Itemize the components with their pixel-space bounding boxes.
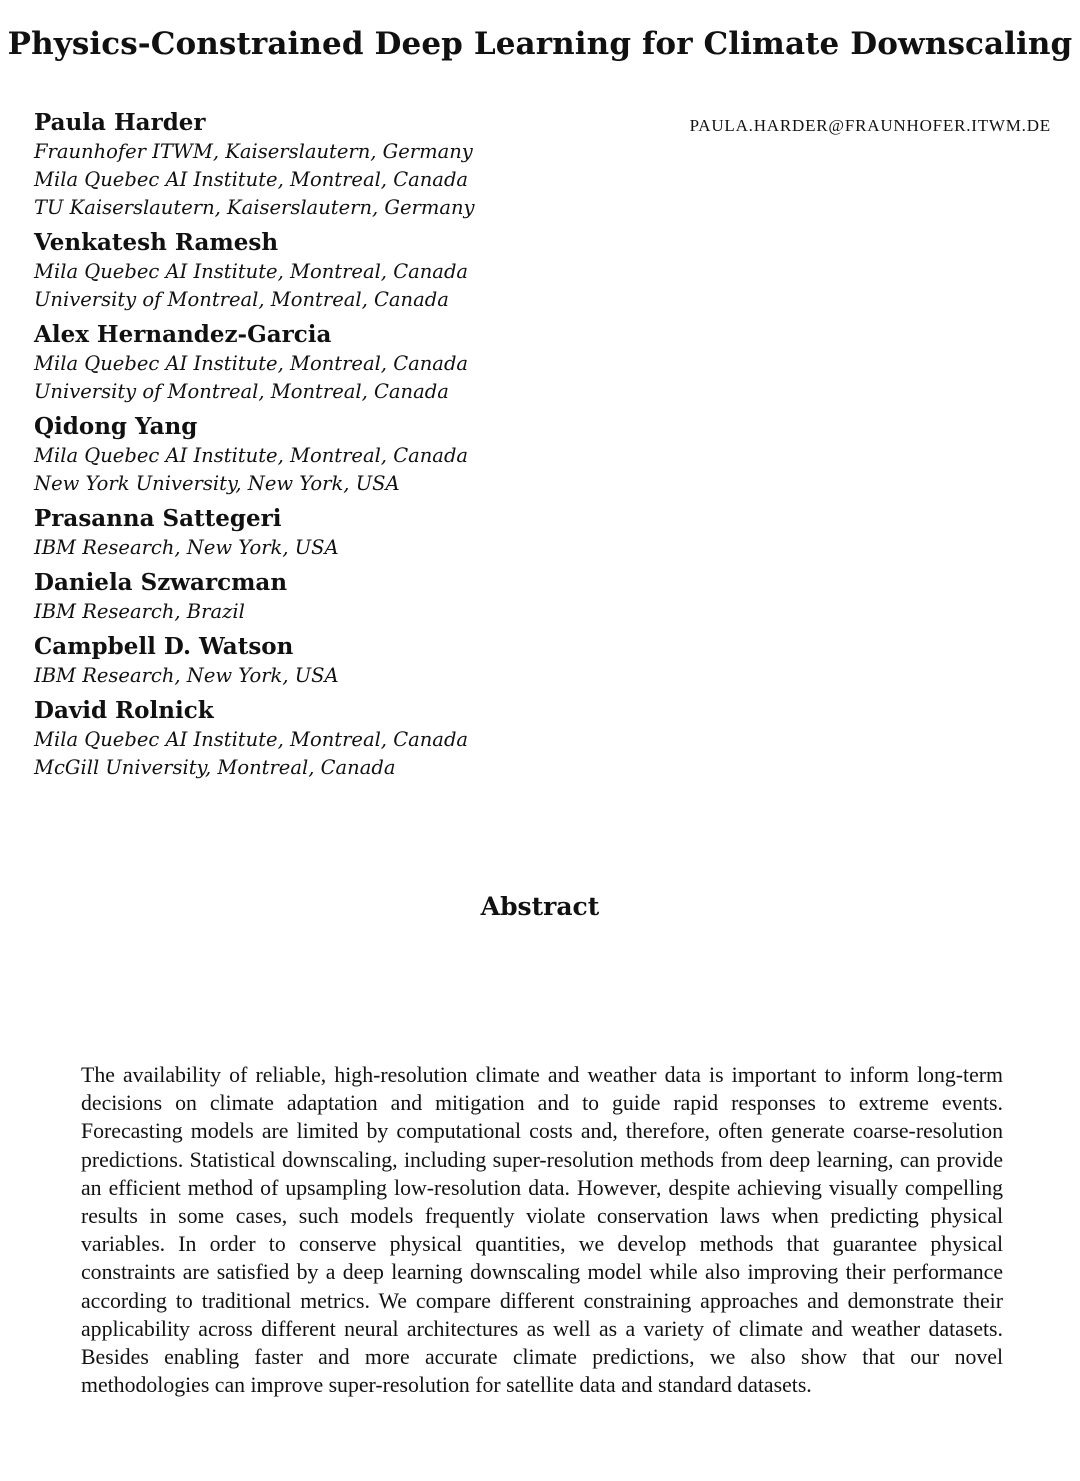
author-affiliation: Mila Quebec AI Institute, Montreal, Canada — [34, 260, 469, 283]
author-affiliation: IBM Research, New York, USA — [34, 664, 339, 687]
author-name: Venkatesh Ramesh — [34, 229, 279, 256]
author-affiliation: New York University, New York, USA — [34, 472, 400, 495]
author-name: Qidong Yang — [34, 413, 198, 440]
abstract-heading: Abstract — [480, 892, 600, 921]
author-block — [34, 632, 614, 690]
author-block — [34, 696, 614, 782]
author-affiliation: IBM Research, Brazil — [34, 600, 245, 623]
author-affiliation: TU Kaiserslautern, Kaiserslautern, Germany — [34, 196, 475, 219]
author-name: Paula Harder — [34, 109, 206, 136]
author-block — [34, 412, 614, 498]
author-name: Daniela Szwarcman — [34, 569, 288, 596]
author-block — [34, 228, 614, 314]
author-list — [34, 108, 614, 788]
paper-title: Physics-Constrained Deep Learning for Climate Downscaling — [7, 26, 1073, 62]
author-name: Alex Hernandez-Garcia — [34, 321, 332, 348]
author-affiliation: IBM Research, New York, USA — [34, 536, 339, 559]
author-block — [34, 108, 614, 222]
author-block — [34, 568, 614, 626]
author-affiliation: McGill University, Montreal, Canada — [34, 756, 396, 779]
author-affiliation: University of Montreal, Montreal, Canada — [34, 380, 449, 403]
author-block — [34, 320, 614, 406]
author-affiliation: Fraunhofer ITWM, Kaiserslautern, Germany — [34, 140, 473, 163]
author-name: David Rolnick — [34, 697, 214, 724]
author-name: Prasanna Sattegeri — [34, 505, 282, 532]
author-affiliation: Mila Quebec AI Institute, Montreal, Canada — [34, 168, 469, 191]
author-affiliation: Mila Quebec AI Institute, Montreal, Canada — [34, 444, 469, 467]
author-affiliation: Mila Quebec AI Institute, Montreal, Canada — [34, 728, 469, 751]
author-affiliation: University of Montreal, Montreal, Canada — [34, 288, 449, 311]
author-block — [34, 504, 614, 562]
abstract-text: The availability of reliable, high-resolution climate and weather data is important to inform long-term decisions on climate adaptation and mitigation and to guide rapid responses to extreme events. Forecasting models are limited by computational costs and, therefore, often generate coarse-resolution predictions. Statistical downscaling, including super-resolution methods from deep learning, can provide an efficient method of upsampling low-resolution data. However, despite achieving visually compelling results in some cases, such models frequently violate conservation laws when predicting physical variables. In order to conserve physical quantities, we develop methods that guarantee physical constraints are satisfied by a deep learning downscaling model while also improving their performance according to traditional metrics. We compare different constraining approaches and demonstrate their applicability across different neural architectures as well as a variety of climate and weather datasets. Besides enabling faster and more accurate climate predictions, we also show that our novel methodologies can improve super-resolution for satellite data and standard datasets. — [81, 1063, 1003, 1398]
author-email[interactable]: PAULA.HARDER@FRAUNHOFER.ITWM.DE — [689, 116, 1051, 135]
author-name: Campbell D. Watson — [34, 633, 294, 660]
author-affiliation: Mila Quebec AI Institute, Montreal, Canada — [34, 352, 469, 375]
